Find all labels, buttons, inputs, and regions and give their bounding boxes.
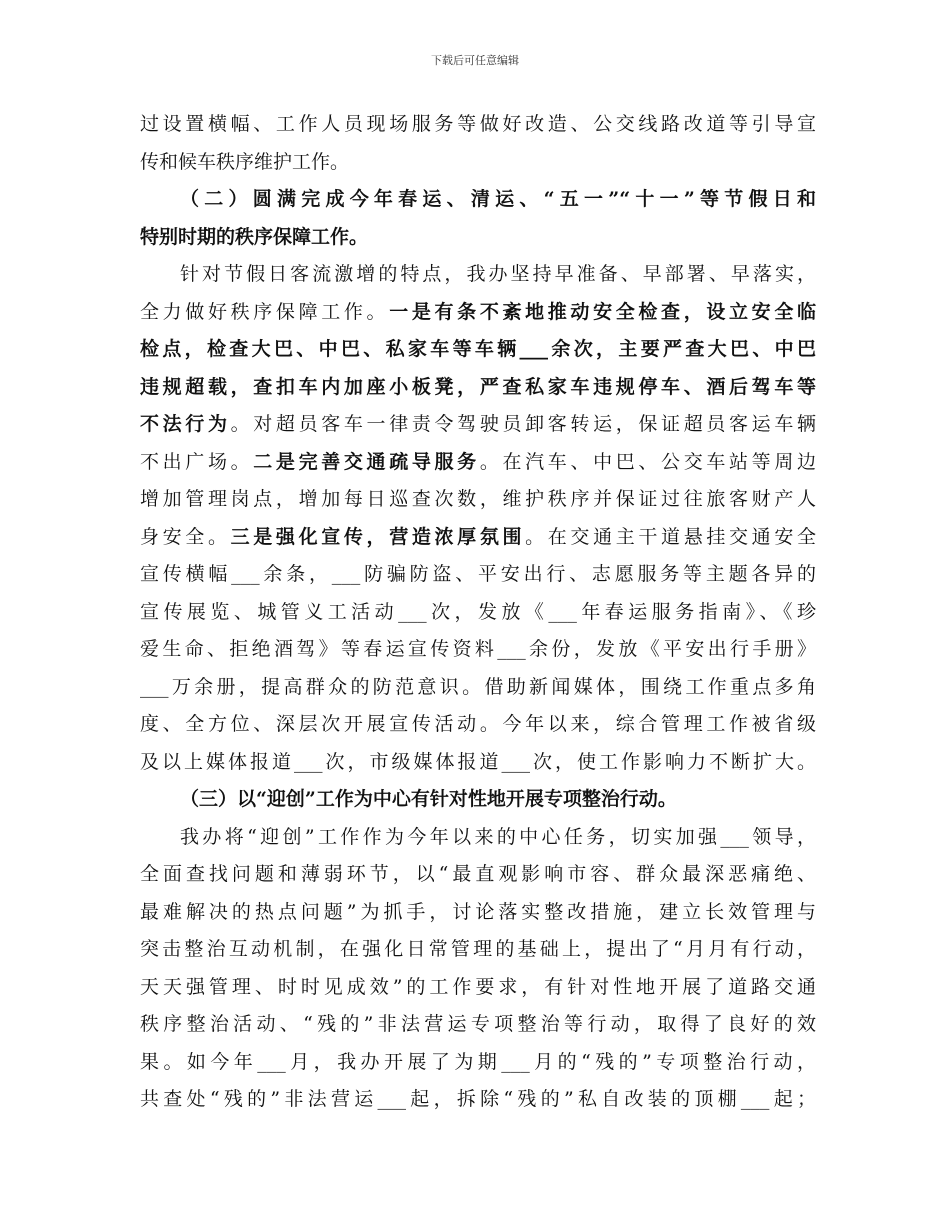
paragraph-line: 度、全方位、深层次开展宣传活动。今年以来，综合管理工作被省级 [140, 713, 816, 735]
bold-text: 不法行为 [140, 413, 231, 435]
paragraph-line: 宣传横幅___余条，___防骗防盗、平安出行、志愿服务等主题各异的 [140, 563, 816, 585]
paragraph-line: 针对节假日客流激增的特点，我办坚持早准备、早部署、早落实， [180, 263, 816, 285]
paragraph-line: 检点，检查大巴、中巴、私家车等车辆___余次，主要严查大巴、中巴 [140, 338, 816, 360]
paragraph-line: 不法行为。对超员客车一律责令驾驶员卸客转运，保证超员客运车辆 [140, 413, 816, 435]
paragraph-line: 增加管理岗点，增加每日巡查次数，维护秩序并保证过往旅客财产人 [140, 488, 816, 510]
paragraph-line: ___万余册，提高群众的防范意识。借助新闻媒体，围绕工作重点多角 [140, 675, 816, 698]
paragraph-line: 宣传展览、城管义工活动___次，发放《___年春运服务指南》、《珍 [140, 600, 816, 623]
section-heading: 特别时期的秩序保障工作。 [140, 225, 369, 248]
paragraph-line: 爱生命、拒绝酒驾》等春运宣传资料___余份，发放《平安出行手册》 [140, 638, 816, 660]
paragraph-line: 最难解决的热点问题”为抓手，讨论落实整改措施，建立长效管理与 [140, 900, 816, 923]
paragraph-line: 不出广场。二是完善交通疏导服务。在汽车、中巴、公交车站等周边 [140, 450, 816, 473]
paragraph-line: 全力做好秩序保障工作。一是有条不紊地推动安全检查，设立安全临 [140, 300, 816, 323]
document-body [140, 106, 816, 1119]
paragraph-line: 我办将“迎创”工作作为今年以来的中心任务，切实加强___领导， [180, 825, 816, 848]
paragraph-line: 果。如今年___月，我办开展了为期___月的“残的”专项整治行动， [140, 1050, 816, 1073]
paragraph-line: 全面查找问题和薄弱环节，以“最直观影响市容、群众最深恶痛绝、 [140, 863, 816, 885]
section-heading: （三）以“迎创”工作为中心有针对性地开展专项整治行动。 [180, 788, 677, 810]
paragraph-line: 秩序整治活动、“残的”非法营运专项整治等行动，取得了良好的效 [140, 1013, 816, 1035]
paragraph-line: 及以上媒体报道___次，市级媒体报道___次，使工作影响力不断扩大。 [140, 750, 816, 773]
paragraph-line: 传和候车秩序维护工作。 [140, 150, 350, 173]
bold-text: 二是完善交通疏导服务 [253, 450, 480, 473]
paragraph-line: 共查处“残的”非法营运___起，拆除“残的”私自改装的顶棚___起； [140, 1088, 816, 1110]
bold-text: 一是有条不紊地推动安全检查，设立安全临 [389, 300, 816, 323]
paragraph-line: 身安全。三是强化宣传，营造浓厚氛围。在交通主干道悬挂交通安全 [140, 525, 816, 548]
page-header: 下载后可任意编辑 [431, 54, 519, 67]
paragraph-line: 违规超载，查扣车内加座小板凳，严查私家车违规停车、酒后驾车等 [140, 375, 816, 398]
paragraph-line: 天天强管理、时时见成效”的工作要求，有针对性地开展了道路交通 [140, 975, 816, 998]
paragraph-line: 过设置横幅、工作人员现场服务等做好改造、公交线路改道等引导宣 [140, 113, 816, 135]
bold-text: 三是强化宣传，营造浓厚氛围 [230, 525, 526, 548]
section-heading: （二）圆满完成今年春运、清运、“五一”“十一”等节假日和 [180, 188, 816, 210]
paragraph-line: 突击整治互动机制，在强化日常管理的基础上，提出了“月月有行动， [140, 938, 816, 960]
